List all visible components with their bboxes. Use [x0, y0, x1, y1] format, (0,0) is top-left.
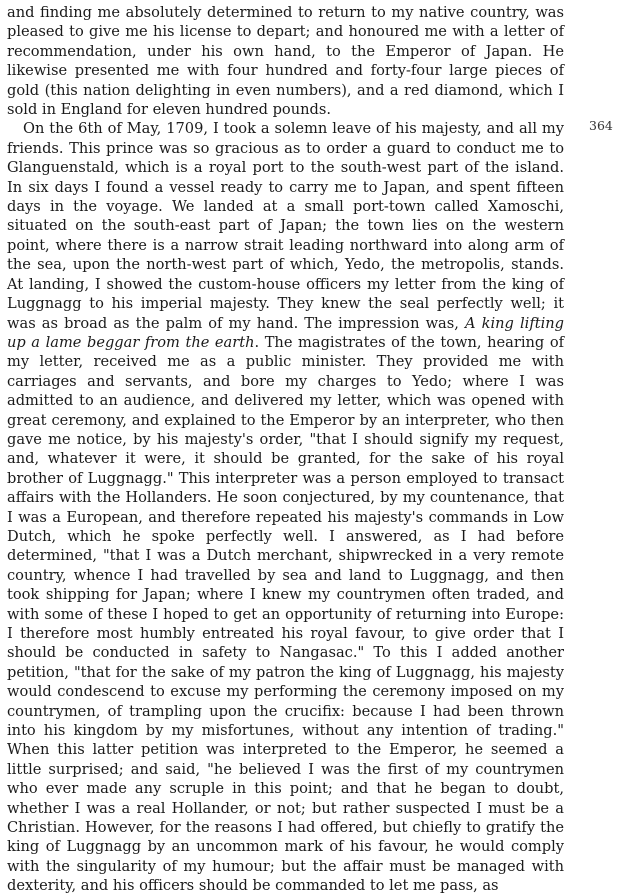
paragraph-1: and finding me absolutely determined to return to my native country, was pleased to give me his license to depart; and honoured me with a letter of recommendation, under his own hand, to the Emperor of Japan. He likewise presented me with four hundred and forty-four large pieces of gold (this nation delighting in even numbers), and a red diamond, which I sold in England for eleven hundred pounds. [7, 4, 564, 119]
paragraph-2 [7, 119, 564, 895]
seal-inscription: A king lifting up a lame beggar from the earth [7, 314, 564, 351]
body-text [7, 3, 564, 896]
page-number: 364 [589, 118, 613, 133]
paragraph-2-rest: . The magistrates of the town, hearing of my letter, received me as a public minister. They provided me with carriages and servants, and bore my charges to Yedo; where I was admitted to an audience, and delivered my letter, which was opened with great ceremony, and explained to the Emperor by an interpreter, who then gave me notice, by his majesty's order, "that I should signify my request, and, whatever it were, it should be granted, for the sake of his royal brother of Luggnagg." This interpreter was a person employed to transact affairs with the Hollanders. He soon conjectured, by my countenance, that I was a European, and therefore repeated his majesty's commands in Low Dutch, which he spoke perfectly well. I answered, as I had before determined, "that I was a Dutch merchant, shipwrecked in a very remote country, whence I had travelled by sea and land to Luggnagg, and then took shipping for Japan; where I knew my countrymen often traded, and with some of these I hoped to get an opportunity of returning into Europe: I therefore most humbly entreated his royal favour, to give order that I should be conducted in safety to Nangasac." To this I added another petition, "that for the sake of my patron the king of Luggnagg, his majesty would condescend to excuse my performing the ceremony imposed on my countrymen, of trampling upon the crucifix: because I had been thrown into his kingdom by my misfortunes, without any intention of trading." When this latter petition was interpreted to the Emperor, he seemed a little surprised; and said, "he believed I was the first of my countrymen who ever made any scruple in this point; and that he began to doubt, whether I was a real Hollander, or not; but rather suspected I must be a Christian. However, for the reasons I had offered, but chiefly to gratify the king of Luggnagg by an uncommon mark of his favour, he would comply with the singularity of my humour; but the affair must be managed with dexterity, and his officers should be commanded to let me pass, as [7, 333, 565, 895]
paragraph-2-start: On the 6th of May, 1709, I took a solemn leave of his majesty, and all my friends. This prince was so gracious as to order a guard to conduct me to Glanguenstald, which is a royal port to the south-west part of the island. In six days I found a vessel ready to carry me to Japan, and spent fifteen days in the voyage. We landed at a small port-town called Xamoschi, situated on the south-east part of Japan; the town lies on the western point, where there is a narrow strait leading northward into along arm of the sea, upon the north-west part of which, Yedo, the metropolis, stands. At landing, I showed the custom-house officers my letter from the king of Luggnagg to his imperial majesty. They knew the seal perfectly well; it was as broad as the palm of my hand. The impression was, [7, 120, 564, 332]
